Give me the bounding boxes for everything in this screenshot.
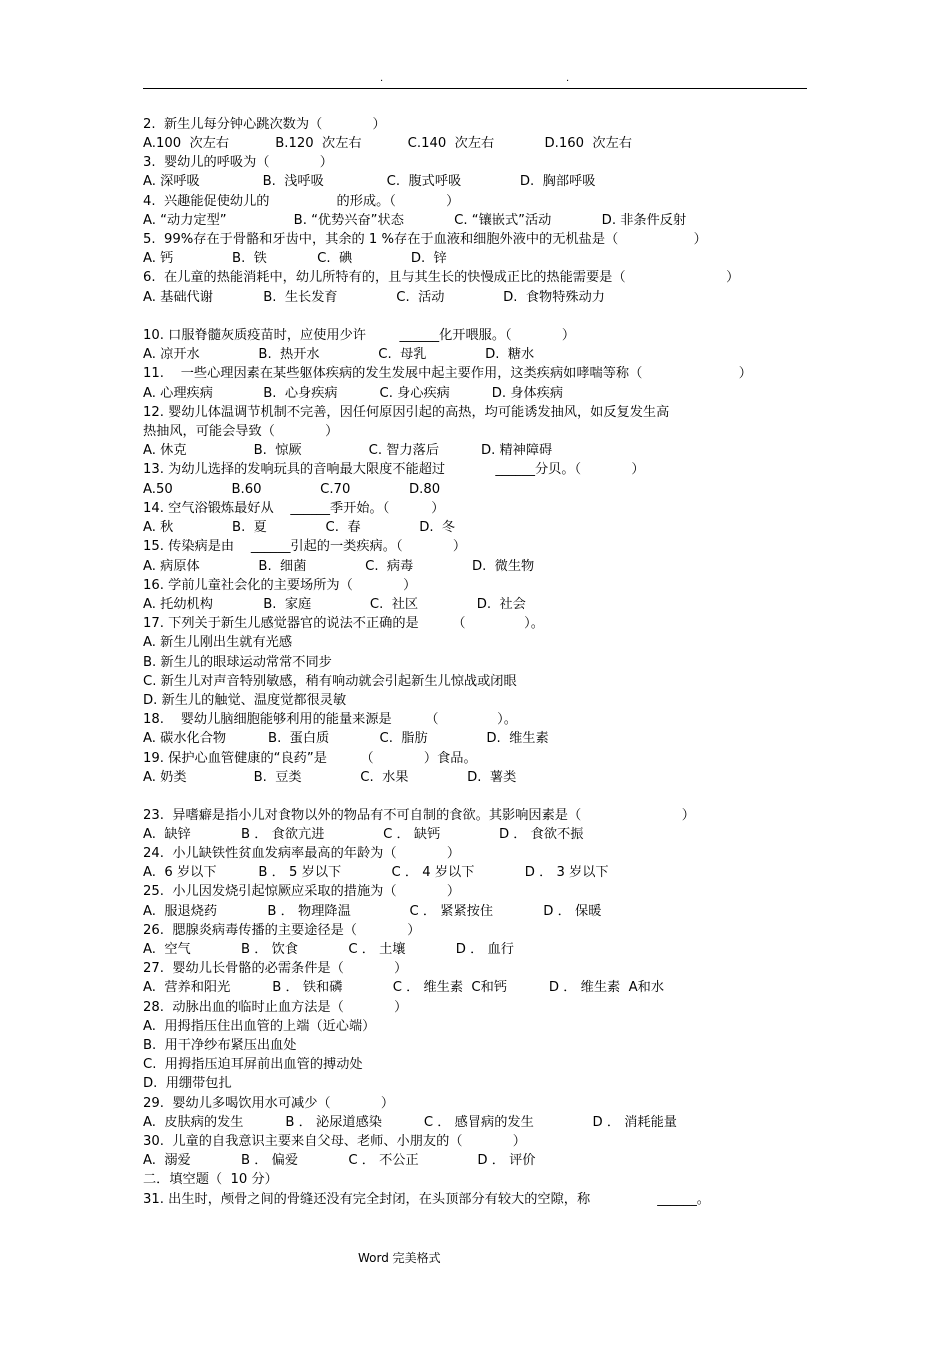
text-line: A.50 B.60 C.70 D.80: [143, 482, 441, 497]
text-line: 3. 婴幼儿的呼吸为（ ）: [143, 155, 333, 170]
text-line: 24. 小儿缺铁性贫血发病率最高的年龄为（ ）: [143, 846, 461, 861]
text-line: A. 休克 B. 惊厥 C. 智力落后 D. 精神障碍: [143, 443, 553, 458]
text-line: 31. 出生时，颅骨之间的骨缝还没有完全封闭，在头顶部分有较大的空隙，称 ______。: [143, 1192, 710, 1207]
text-line: A. 营养和阳光 B ． 铁和磷 C ． 维生素 C和钙 D ． 维生素 A和水: [143, 980, 665, 995]
text-line: A. 空气 B ． 饮食 C ． 土壤 D ． 血行: [143, 942, 514, 957]
text-line: A. 基础代谢 B. 生长发育 C. 活动 D. 食物特殊动力: [143, 290, 605, 305]
text-line: A. 服退烧药 B ． 物理降温 C ． 紧紧按住 D ． 保暖: [143, 904, 602, 919]
text-line: A. 深呼吸 B. 浅呼吸 C. 腹式呼吸 D. 胸部呼吸: [143, 174, 596, 189]
text-line: A. 奶类 B. 豆类 C. 水果 D. 薯类: [143, 770, 517, 785]
text-line: 6. 在儿童的热能消耗中，幼儿所特有的，且与其生长的快慢成正比的热能需要是（ ）: [143, 270, 740, 285]
text-line: A. 用拇指压住出血管的上端（近心端）: [143, 1019, 376, 1034]
text-line: A. 托幼机构 B. 家庭 C. 社区 D. 社会: [143, 597, 526, 612]
text-line: 11. 一些心理因素在某些躯体疾病的发生发展中起主要作用，这类疾病如哮喘等称（ ）: [143, 366, 752, 381]
text-line: 4. 兴趣能促使幼儿的 的形成。（ ）: [143, 194, 460, 209]
page-footer: Word 完美格式: [358, 1251, 441, 1265]
text-line: A. 秋 B. 夏 C. 春 D. 冬: [143, 520, 456, 535]
header-rule: [143, 88, 807, 89]
text-line: 12. 婴幼儿体温调节机制不完善，因任何原因引起的高热，均可能诱发抽风，如反复发生高: [143, 405, 670, 420]
text-line: A. 凉开水 B. 热开水 C. 母乳 D. 糖水: [143, 347, 535, 362]
header-dot-left: .: [380, 73, 384, 84]
text-line: A. 钙 B. 铁 C. 碘 D. 锌: [143, 251, 447, 266]
text-line: 27. 婴幼儿长骨骼的必需条件是（ ）: [143, 961, 408, 976]
text-line: 5. 99%存在于骨骼和牙齿中，其余的 1 %存在于血液和细胞外液中的无机盐是（ ）: [143, 232, 707, 247]
text-line: D. 新生儿的触觉、温度觉都很灵敏: [143, 693, 347, 708]
text-line: 29. 婴幼儿多喝饮用水可减少（ ）: [143, 1096, 395, 1111]
text-line: 14. 空气浴锻炼最好从 ______季开始。（ ）: [143, 501, 445, 516]
text-line: B. 用干净纱布紧压出血处: [143, 1038, 297, 1053]
text-line: D. 用绷带包扎: [143, 1076, 232, 1091]
text-line: 18. 婴幼儿脑细胞能够利用的能量来源是 （ ）。: [143, 712, 517, 727]
text-line: B. 新生儿的眼球运动常常不同步: [143, 655, 332, 670]
text-line: A. 碳水化合物 B. 蛋白质 C. 脂肪 D. 维生素: [143, 731, 549, 746]
text-line: 10. 口服脊髓灰质疫苗时，应使用少许 ______化开喂服。（ ）: [143, 328, 576, 343]
text-line: A. 6 岁以下 B ． 5 岁以下 C ． 4 岁以下 D ． 3 岁以下: [143, 865, 609, 880]
text-line: 28. 动脉出血的临时止血方法是（ ）: [143, 1000, 408, 1015]
text-line: 15. 传染病是由 ______引起的一类疾病。（ ）: [143, 539, 467, 554]
text-line: 13. 为幼儿选择的发响玩具的音响最大限度不能超过 ______分贝。（ ）: [143, 462, 645, 477]
text-line: 30. 儿童的自我意识主要来自父母、老师、小朋友的（ ）: [143, 1134, 526, 1149]
text-line: A. 新生儿刚出生就有光感: [143, 635, 293, 650]
text-line: 2. 新生儿每分钟心跳次数为（ ）: [143, 117, 386, 132]
text-line: 19. 保护心血管健康的“良药”是 （ ）食品。: [143, 751, 477, 766]
header-dot-right: .: [566, 73, 570, 84]
text-line: 热抽风，可能会导致（ ）: [143, 424, 339, 439]
text-line: 16. 学前儿童社会化的主要场所为（ ）: [143, 578, 417, 593]
text-line: A.100 次左右 B.120 次左右 C.140 次左右 D.160 次左右: [143, 136, 632, 151]
text-line: A. 缺锌 B ． 食欲亢进 C ． 缺钙 D ． 食欲不振: [143, 827, 584, 842]
text-line: 二．填空题（ 10 分）: [143, 1172, 278, 1187]
text-line: 25. 小儿因发烧引起惊厥应采取的措施为（ ）: [143, 884, 461, 899]
text-line: 26. 腮腺炎病毒传播的主要途径是（ ）: [143, 923, 421, 938]
text-line: A. “动力定型” B. “优势兴奋”状态 C. “镶嵌式”活动 D. 非条件反射: [143, 213, 687, 228]
text-line: A. 皮肤病的发生 B ． 泌尿道感染 C ． 感冒病的发生 D ． 消耗能量: [143, 1115, 677, 1130]
text-line: 17. 下列关于新生儿感觉器官的说法不正确的是 （ ）。: [143, 616, 544, 631]
text-line: C. 用拇指压迫耳屏前出血管的搏动处: [143, 1057, 363, 1072]
header-dots: [0, 74, 950, 86]
text-line: A. 病原体 B. 细菌 C. 病毒 D. 微生物: [143, 559, 535, 574]
text-line: A. 溺爱 B ． 偏爱 C ． 不公正 D ． 评价: [143, 1153, 536, 1168]
text-line: A. 心理疾病 B. 心身疾病 C. 身心疾病 D. 身体疾病: [143, 386, 564, 401]
text-line: C. 新生儿对声音特别敏感，稍有响动就会引起新生儿惊战或闭眼: [143, 674, 517, 689]
text-line: 23. 异嗜癖是指小儿对食物以外的物品有不可自制的食欲。其影响因素是（ ）: [143, 808, 695, 823]
